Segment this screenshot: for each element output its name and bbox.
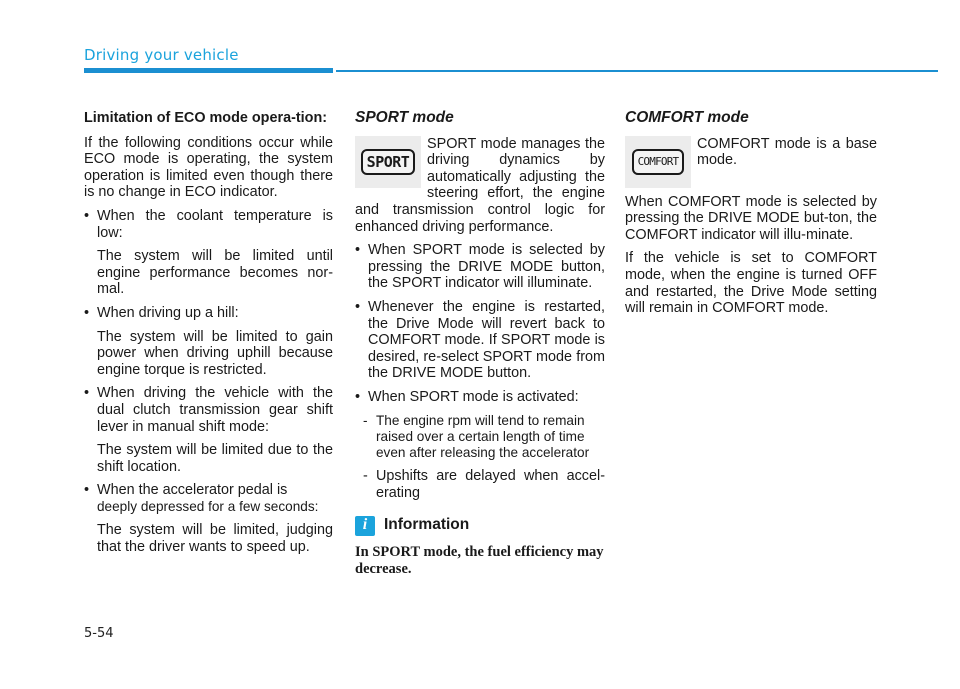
list-item: • When the coolant temperature is low: (84, 208, 333, 241)
section-title: Driving your vehicle (84, 46, 239, 64)
header-rule-thin (336, 70, 938, 72)
list-item: • When SPORT mode is selected by pressing the DRIVE MODE button, the SPORT indicator will illuminate. (355, 242, 605, 292)
list-item: • When driving up a hill: (84, 305, 333, 322)
comfort-badge-icon: COMFORT (632, 149, 685, 175)
comfort-mode-paragraph: If the vehicle is set to COMFORT mode, when the engine is turned OFF and restarted, the Drive Mode setting will remain in COMFORT mode. (625, 250, 877, 317)
information-header (355, 516, 605, 536)
list-item-detail: The system will be limited due to the shift location. (97, 442, 333, 475)
header-rule-thick (84, 68, 333, 73)
column-eco-limitations (84, 110, 333, 562)
eco-limitation-list (84, 208, 333, 555)
eco-limitation-heading: Limitation of ECO mode opera-tion: (84, 110, 328, 126)
sport-mode-dash-list (355, 413, 605, 502)
column-sport-mode (355, 110, 605, 585)
page-number: 5-54 (84, 626, 114, 641)
dash-item: - The engine rpm will tend to remain raised over a certain length of time even after releasing the accelerator (355, 413, 605, 462)
comfort-mode-heading: COMFORT mode (625, 109, 749, 126)
dash-item: - Upshifts are delayed when accel-erating (355, 468, 605, 501)
list-item-detail: The system will be limited, judging that the driver wants to speed up. (97, 522, 333, 555)
info-icon: i (355, 516, 375, 536)
sport-badge-icon: SPORT (361, 149, 416, 175)
information-title: Information (384, 516, 470, 534)
comfort-mode-intro: COMFORT mode is a base mode. (697, 135, 877, 169)
list-item-line: deeply depressed for a few seconds: (97, 498, 319, 514)
list-item: • Whenever the engine is restarted, the Drive Mode will revert back to COMFORT mode. If SPORT mode is desired, re-select SPORT mode from the DRIVE MODE button. (355, 299, 605, 382)
eco-limitation-intro: If the following conditions occur while ECO mode is operating, the system operation is limited even though there is no change in ECO indicator. (84, 134, 333, 201)
comfort-mode-paragraph: When COMFORT mode is selected by pressing the DRIVE MODE but-ton, the COMFORT indicator will illu-minate. (625, 193, 877, 243)
sport-mode-heading: SPORT mode (355, 109, 454, 126)
information-text: In SPORT mode, the fuel efficiency may decrease. (355, 543, 604, 577)
sport-mode-intro: SPORT mode manages the driving dynamics by automatically adjusting the steering effort, the engine and transmission control logic for enhanced driving performance. (355, 135, 605, 235)
list-item-detail: The system will be limited to gain power when driving uphill because engine torque is restricted. (97, 328, 333, 378)
list-item-line: • When the accelerator pedal is (97, 482, 288, 499)
list-item-detail: The system will be limited until engine performance becomes nor-mal. (97, 248, 333, 298)
sport-mode-list (355, 242, 605, 405)
sport-indicator-image (355, 136, 421, 188)
column-comfort-mode (625, 110, 877, 324)
comfort-indicator-image (625, 136, 691, 188)
list-item (84, 482, 333, 515)
list-item: • When SPORT mode is activated: (355, 389, 605, 406)
list-item: • When driving the vehicle with the dual clutch transmission gear shift lever in manual shift mode: (84, 385, 333, 435)
